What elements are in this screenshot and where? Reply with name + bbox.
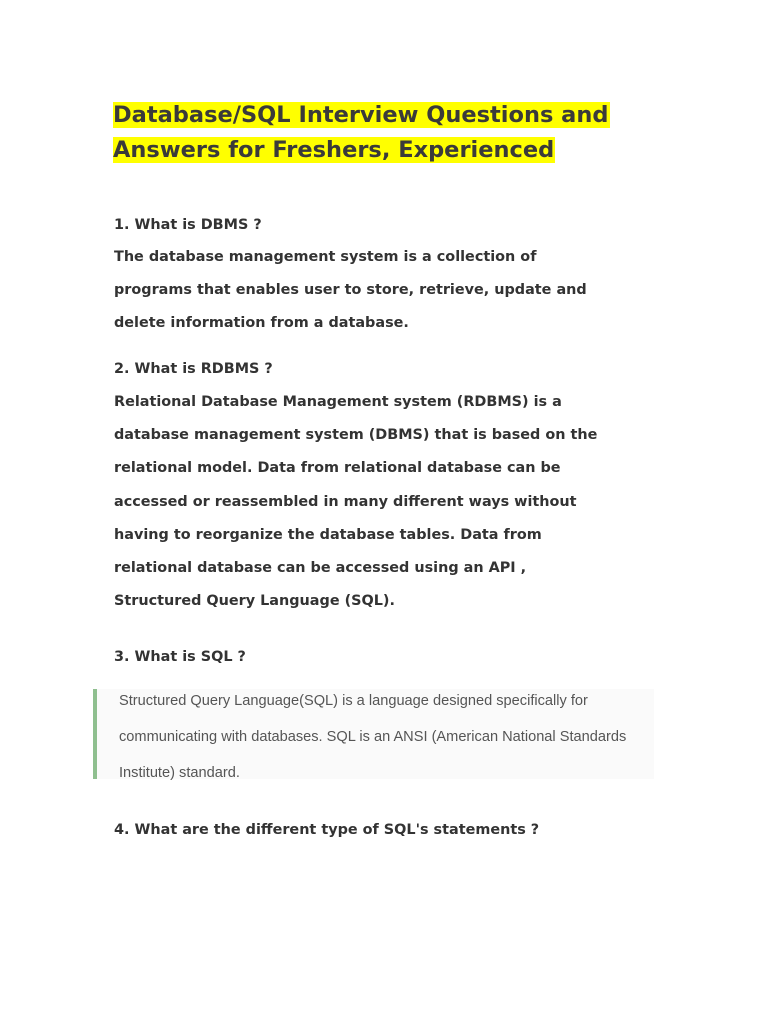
answer-line: relational model. Data from relational database can be <box>114 460 561 477</box>
answer-3-text <box>119 683 626 791</box>
question-1-heading: 1. What is DBMS ? <box>114 217 262 233</box>
answer-line: accessed or reassembled in many different ways without <box>114 493 577 510</box>
answer-3-blockquote <box>93 689 654 779</box>
answer-1-text <box>114 241 587 341</box>
question-4-heading: 4. What are the different type of SQL's statements ? <box>114 822 540 838</box>
page-title <box>113 98 673 168</box>
quote-line: Structured Query Language(SQL) is a language designed specifically for <box>119 693 588 709</box>
quote-line: communicating with databases. SQL is an ANSI (American National Standards <box>119 729 627 745</box>
answer-line: Structured Query Language (SQL). <box>114 593 395 610</box>
answer-2-text <box>114 386 597 618</box>
answer-line: database management system (DBMS) that is based on the <box>114 427 598 444</box>
answer-line: having to reorganize the database tables. Data from <box>114 526 542 543</box>
page-title-line-2: Answers for Freshers, Experienced <box>113 137 555 163</box>
question-3-heading: 3. What is SQL ? <box>114 649 246 665</box>
answer-line: Relational Database Management system (RDBMS) is a <box>114 394 562 410</box>
page-title-line-1: Database/SQL Interview Questions and <box>113 102 609 128</box>
answer-line: delete information from a database. <box>114 315 409 332</box>
quote-line: Institute) standard. <box>119 765 240 781</box>
answer-line: relational database can be accessed using an API , <box>114 560 527 577</box>
answer-line: programs that enables user to store, retrieve, update and <box>114 282 587 299</box>
answer-line: The database management system is a collection of <box>114 249 537 265</box>
question-2-heading: 2. What is RDBMS ? <box>114 361 273 377</box>
